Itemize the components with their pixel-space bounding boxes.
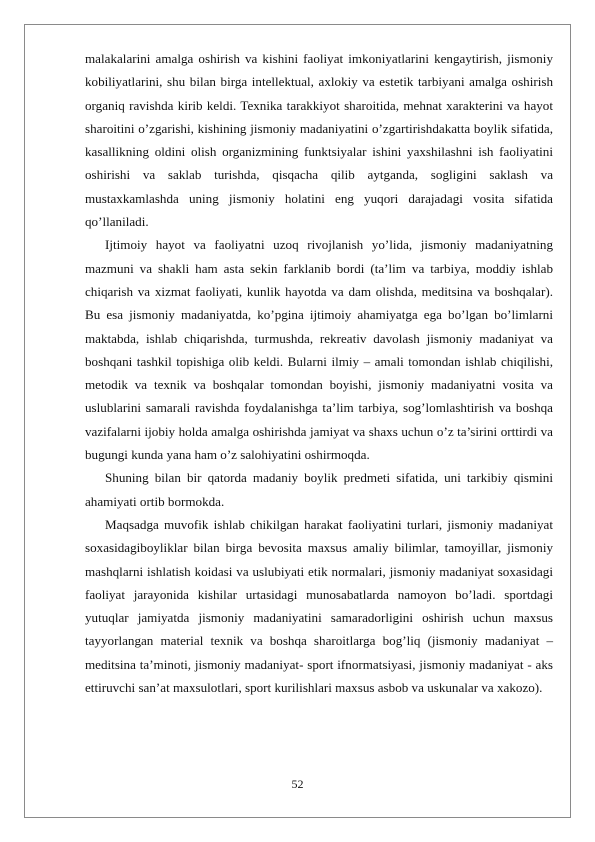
- paragraph-cultural-wealth: Shuning bilan bir qatorda madaniy boylik predmeti sifatida, uni tarkibiy qismini ahamiyati ortib bormokda.: [85, 470, 553, 509]
- paragraph-continuation: malakalarini amalga oshirish va kishini faoliyat imkoniyatlarini kengaytirish, jismoniy kobiliyatlarini, shu bilan birga intellektual, axlokiy va estetik tarbiyani amalga oshirish organiq ravishda kirib keldi. Texnika tarakkiyot sharoitida, mehnat xarakterini va hayot sharoitini o’zgarishi, kishining jismoniy madaniyatini o’zgartirishdakatta boylik sifatida, kasallikning oldini olish organizmining funktsiyalar ishini yaxshilashni ish faoliyatini oshirishi va saklab turishda, qisqacha qilib aytganda, sogligini saklash va mustaxkamlashda uning jismoniy holatini eng yuqori darajadagi vosita sifatida qo’llaniladi.: [85, 51, 553, 230]
- document-body: [85, 47, 553, 699]
- paragraph-purposeful-activity: Maqsadga muvofik ishlab chikilgan harakat faoliyatini turlari, jismoniy madaniyat soxasidagiboyliklar bilan birga bevosita maxsus amaliy bilimlar, tamoyillar, jismoniy mashqlarni ishlatish koidasi va uslubiyati etik normalari, jismoniy madaniyat soxasidagi faoliyat jarayonida kishilar urtasidagi munosabatlarda namoyon bo’ladi. sportdagi yutuqlar jamiyatda jismoniy madaniyatini samaradorligini oshirish uchun maxsus tayyorlangan material texnik va boshqa sharoitlarga bog’liq (jismoniy madaniyat – meditsina ta’minoti, jismoniy madaniyat- sport ifnormatsiyasi, jismoniy madaniyat - aks ettiruvchi san’at maxsulotlari, sport kurilishlari maxsus asbob va uskunalar va xakozo).: [85, 516, 553, 696]
- page-number: 52: [291, 777, 304, 791]
- paragraph-social-life: Ijtimoiy hayot va faoliyatni uzoq rivojlanish yo’lida, jismoniy madaniyatning mazmuni va shakli ham asta sekin farklanib bordi (ta’lim va tarbiya, moddiy ishlab chiqarish va xizmat faoliyati, kunlik hayotda va dam olishda, meditsina va boshqalar). Bu esa jismoniy madaniyatda, ko’pgina ijtimoiy ahamiyatga ega bo’lgan bo’limlarni maktabda, ishlab chiqarishda, turmushda, rekreativ davolash jismoniy madaniyat va boshqani tashkil topishiga olib keldi. Bularni ilmiy – amali tomondan ishlab chiqilishi, metodik va texnik va boshqalar tomondan boyishi, jismoniy madaniyatni vosita va uslublarini samarali ravishda foydalanishga ta’lim tarbiya, sog’lomlashtirish va boshqa vazifalarni ijobiy holda amalga oshirishda jamiyat va shaxs uchun o’z ta’sirini orttirdi va bugungi kunda yana ham o’z salohiyatini oshirmoqda.: [85, 237, 553, 463]
